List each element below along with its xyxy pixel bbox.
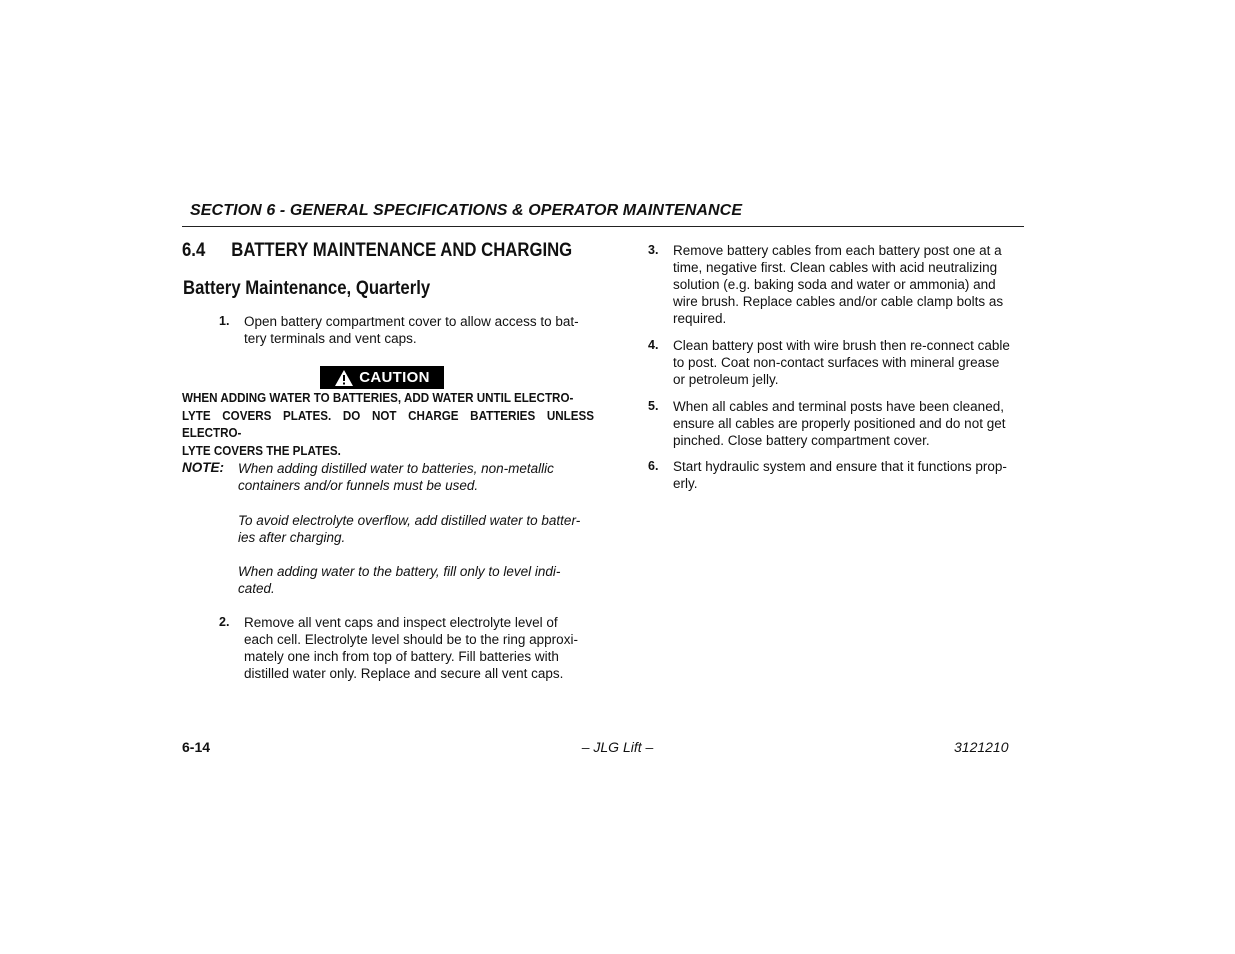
header-divider	[182, 226, 1024, 227]
step-line: Start hydraulic system and ensure that it functions prop-	[673, 459, 1007, 474]
note-line: containers and/or funnels must be used.	[238, 478, 479, 493]
step-line: Remove battery cables from each battery post one at a	[673, 243, 1002, 258]
note-paragraph	[238, 460, 594, 494]
step-line: distilled water only. Replace and secure all vent caps.	[244, 666, 564, 681]
warning-triangle-icon	[334, 369, 354, 387]
document-number: 3121210	[954, 739, 1009, 755]
step-line: solution (e.g. baking soda and water or ammonia) and	[673, 277, 996, 292]
note-line: cated.	[238, 581, 275, 596]
step-number: 3.	[648, 243, 659, 257]
note-paragraph	[238, 563, 594, 597]
note-line: To avoid electrolyte overflow, add distilled water to batter-	[238, 513, 581, 528]
step-line: pinched. Close battery compartment cover.	[673, 433, 930, 448]
caution-line: WHEN ADDING WATER TO BATTERIES, ADD WATER UNTIL ELECTRO-	[182, 391, 574, 405]
step-line: or petroleum jelly.	[673, 372, 779, 387]
subheading: Battery Maintenance, Quarterly	[183, 278, 431, 299]
page-number: 6-14	[182, 739, 211, 755]
step-line: Remove all vent caps and inspect electrolyte level of	[244, 615, 558, 630]
caution-line: LYTE COVERS THE PLATES.	[182, 443, 341, 458]
step-number: 1.	[219, 314, 230, 328]
note-label: NOTE:	[182, 460, 224, 475]
step-line: required.	[673, 311, 727, 326]
section-heading	[182, 240, 572, 262]
step-line: When all cables and terminal posts have been cleaned,	[673, 399, 1004, 414]
step-line: Open battery compartment cover to allow access to bat-	[244, 314, 579, 329]
step-line: each cell. Electrolyte level should be to the ring approxi-	[244, 632, 578, 647]
caution-text	[182, 390, 594, 460]
section-header: SECTION 6 - GENERAL SPECIFICATIONS & OPERATOR MAINTENANCE	[190, 202, 743, 219]
step-line: ensure all cables are properly positioned and do not get	[673, 416, 1006, 431]
note-line: ies after charging.	[238, 530, 346, 545]
step-line: mately one inch from top of battery. Fill batteries with	[244, 649, 559, 664]
footer-center: – JLG Lift –	[581, 739, 654, 755]
note-line: When adding distilled water to batteries, non-metallic	[238, 461, 554, 476]
caution-label: CAUTION	[359, 369, 430, 386]
step-line: to post. Coat non-contact surfaces with mineral grease	[673, 355, 1000, 370]
step-number: 4.	[648, 338, 659, 352]
step-line: wire brush. Replace cables and/or cable clamp bolts as	[673, 294, 1004, 309]
step-line: time, negative first. Clean cables with acid neutralizing	[673, 260, 998, 275]
note-line: When adding water to the battery, fill only to level indi-	[238, 564, 561, 579]
step-line: erly.	[673, 476, 698, 491]
step-line: Clean battery post with wire brush then re-connect cable	[673, 338, 1010, 353]
note-paragraph	[238, 512, 594, 546]
step-number: 6.	[648, 459, 659, 473]
step-number: 5.	[648, 399, 659, 413]
caution-line: LYTE COVERS PLATES. DO NOT CHARGE BATTERIES UNLESS ELECTRO-	[182, 408, 594, 440]
caution-badge	[320, 366, 444, 389]
section-number: 6.4	[182, 240, 206, 261]
step-line: tery terminals and vent caps.	[244, 331, 417, 346]
step-number: 2.	[219, 615, 230, 629]
section-title: BATTERY MAINTENANCE AND CHARGING	[231, 240, 573, 261]
